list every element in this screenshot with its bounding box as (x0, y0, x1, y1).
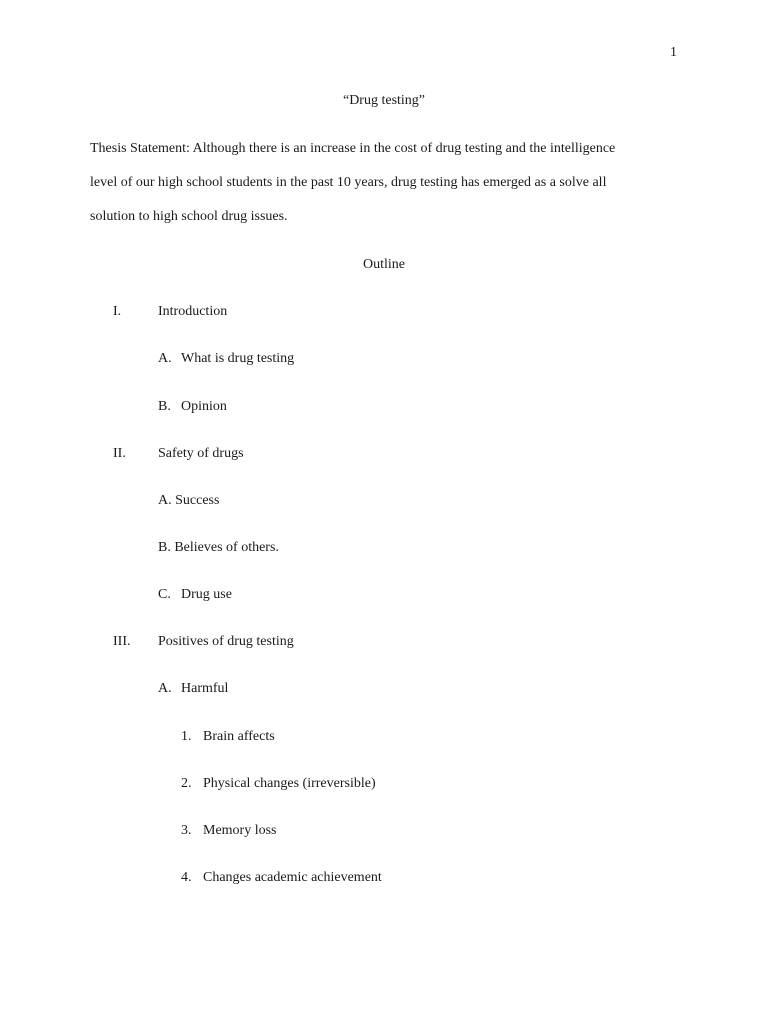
numbered-item-text: Memory loss (203, 823, 277, 838)
thesis-line: solution to high school drug issues. (90, 209, 288, 224)
thesis-line: level of our high school students in the past 10 years, drug testing has emerged as a solve all (90, 175, 607, 190)
numbered-item-marker: 3. (181, 823, 192, 838)
subitem-marker: B. (158, 399, 171, 414)
numbered-item-text: Brain affects (203, 729, 275, 744)
section-numeral: III. (113, 634, 131, 649)
outline-heading: Outline (363, 257, 405, 272)
thesis-line: Thesis Statement: Although there is an increase in the cost of drug testing and the intelligence (90, 141, 616, 156)
section-numeral: II. (113, 446, 126, 461)
numbered-item-text: Changes academic achievement (203, 870, 382, 885)
numbered-item-marker: 1. (181, 729, 192, 744)
subitem-marker: A. (158, 681, 172, 696)
subitem-text: What is drug testing (181, 351, 295, 366)
section-numeral: I. (113, 304, 122, 319)
subitem-marker: C. (158, 587, 171, 602)
subitem-text: B. Believes of others. (158, 540, 279, 555)
subitem-text: Harmful (181, 681, 229, 696)
section-label: Positives of drug testing (158, 634, 294, 649)
numbered-item-marker: 4. (181, 870, 192, 885)
numbered-item-marker: 2. (181, 776, 192, 791)
page-number: 1 (670, 45, 677, 60)
subitem-text: Opinion (181, 399, 227, 414)
section-label: Introduction (158, 304, 228, 319)
subitem-marker: A. (158, 351, 172, 366)
subitem-text: A. Success (158, 493, 220, 508)
document-title: “Drug testing” (342, 93, 426, 108)
subitem-text: Drug use (181, 587, 232, 602)
section-label: Safety of drugs (158, 446, 244, 461)
numbered-item-text: Physical changes (irreversible) (203, 776, 376, 791)
